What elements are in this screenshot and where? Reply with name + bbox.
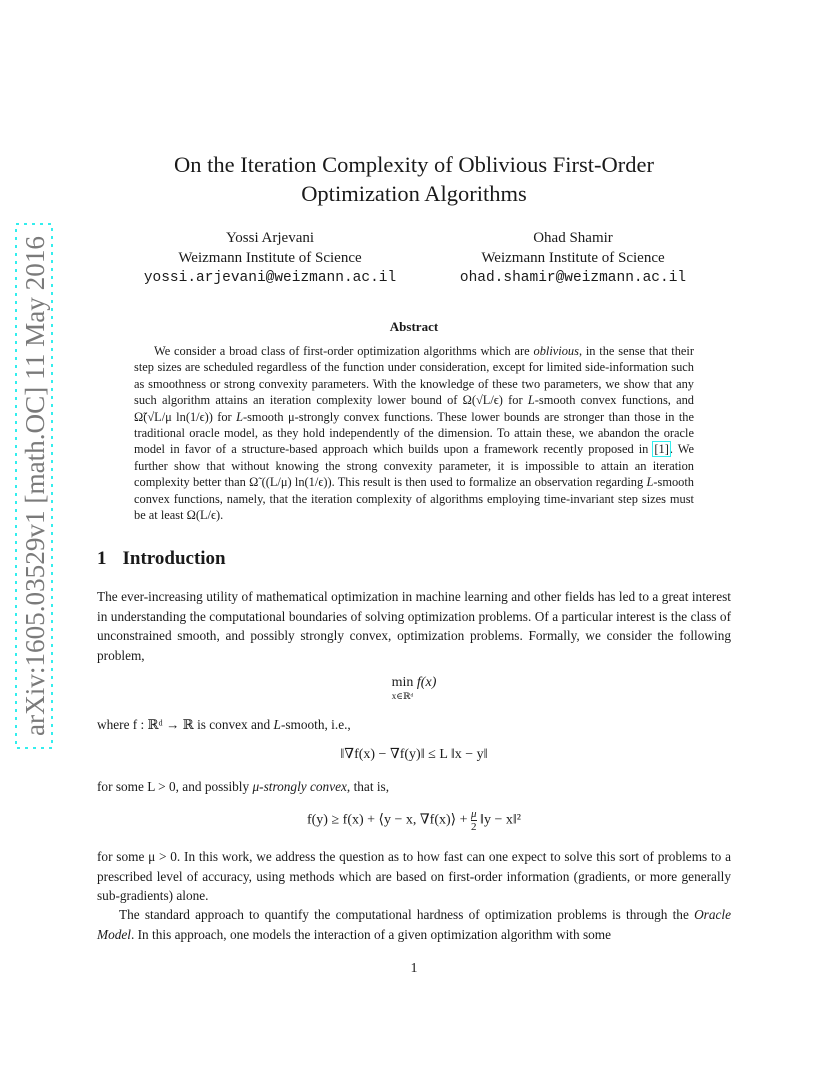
abstract-math: L bbox=[646, 475, 654, 490]
author-email[interactable]: yossi.arjevani@weizmann.ac.il bbox=[143, 270, 397, 286]
abstract-text: , in the sense that their step sizes are scheduled regardless of the function under consideration, except for limited side-information such as smoothness or strong convexity parameters. With the knowledge of these two parameters, we show that any such algorithm attains an iteration complexity lower bound of Ω(√L/ϵ) for bbox=[134, 344, 694, 408]
abstract-emphasis: oblivious bbox=[533, 344, 579, 358]
abstract-text: -smooth convex functions, namely, that the iteration complexity of algorithms employing time-invariant step sizes must be at least Ω(L/ϵ). bbox=[134, 475, 694, 523]
paragraph-text: , that is, bbox=[346, 779, 390, 794]
author-affiliation: Weizmann Institute of Science bbox=[178, 250, 362, 266]
intro-paragraph-2 bbox=[97, 715, 731, 735]
eq3-right: ‖y − x‖² bbox=[476, 812, 522, 828]
author-email[interactable]: ohad.shamir@weizmann.ac.il bbox=[459, 270, 687, 286]
citation-link[interactable]: [1] bbox=[654, 442, 669, 457]
abstract-body bbox=[134, 343, 694, 523]
paragraph-emphasis: Oracle Model bbox=[97, 907, 731, 942]
intro-paragraph-1: The ever-increasing utility of mathematical optimization in machine learning and other fields has led to a great interest in understanding the computational boundaries of solving optimization problems. Of a particular interest is the class of unconstrained smooth, and possibly strongly convex, optimization problems. Formally, we consider the following problem, bbox=[97, 589, 731, 663]
intro-paragraph-4: for some μ > 0. In this work, we address the question as to how fast can one expect to solve this sort of problems to a prescribed level of accuracy, using methods which are based on first-order information (gradients, or more generally sub-gradients) alone. bbox=[97, 849, 731, 903]
section-number: 1 bbox=[97, 548, 107, 569]
arxiv-stamp[interactable] bbox=[14, 222, 54, 750]
abstract-text: . We further show that without knowing the strong convexity parameter, it is impossible to attain an iteration complexity better than Ω̃ ((L/μ) ln(1/ϵ)). This result is then used to formalize an observation regarding bbox=[134, 442, 694, 490]
title-line-2: Optimization Algorithms bbox=[301, 181, 527, 206]
author-2 bbox=[444, 228, 702, 288]
paragraph-text: . In this approach, one models the interaction of a given optimization algorithm with some bbox=[130, 926, 612, 942]
paper-title bbox=[96, 150, 732, 208]
intro-paragraph-3 bbox=[97, 777, 731, 797]
paragraph-text: -smooth, i.e., bbox=[280, 717, 351, 732]
title-line-1: On the Iteration Complexity of Oblivious First-Order bbox=[174, 152, 654, 177]
paragraph-math: L bbox=[273, 717, 281, 732]
author-1 bbox=[126, 228, 414, 288]
abstract-text: We consider a broad class of first-order optimization algorithms which are bbox=[154, 344, 534, 358]
author-name: Yossi Arjevani bbox=[225, 230, 315, 246]
section-title: Introduction bbox=[122, 548, 226, 569]
abstract-text: -smooth convex functions, and Ω̃(√L/μ ln(1/ϵ)) for bbox=[134, 393, 695, 424]
eq1-subscript: x∈ℝᵈ bbox=[391, 691, 414, 701]
abstract-math: L bbox=[236, 409, 243, 424]
abstract-text: -smooth μ-strongly convex functions. These lower bounds are stronger than those in the traditional oracle model, as they hold independently of the dimension. To attain these, we abandon the oracle model in favor of a structure-based approach which builds upon a framework recently proposed in bbox=[134, 409, 694, 457]
eq3-numerator: μ bbox=[471, 808, 477, 820]
paragraph-text: The standard approach to quantify the computational hardness of optimization problems is through the bbox=[119, 907, 695, 922]
section-heading bbox=[97, 548, 226, 570]
abstract-heading: Abstract bbox=[389, 319, 439, 334]
equation-3 bbox=[97, 808, 731, 833]
eq1-min: min bbox=[391, 675, 414, 690]
equation-2: ‖∇f(x) − ∇f(y)‖ ≤ L ‖x − y‖ bbox=[340, 747, 488, 762]
paragraph-text: where f : ℝᵈ → ℝ is convex and bbox=[97, 717, 274, 732]
paragraph-emphasis: μ-strongly convex bbox=[252, 779, 347, 794]
paragraph-text: for some L > 0, and possibly bbox=[97, 779, 253, 794]
author-name: Ohad Shamir bbox=[533, 230, 613, 246]
arxiv-stamp-text: arXiv:1605.03529v1 [math.OC] 11 May 2016 bbox=[20, 239, 50, 736]
eq3-denominator: 2 bbox=[471, 821, 477, 833]
author-affiliation: Weizmann Institute of Science bbox=[481, 250, 665, 266]
eq3-left: f(y) ≥ f(x) + ⟨y − x, ∇f(x)⟩ + bbox=[306, 812, 472, 828]
equation-1 bbox=[97, 675, 731, 701]
page-number: 1 bbox=[410, 961, 418, 976]
eq1-body: f(x) bbox=[416, 675, 437, 690]
abstract-math: L bbox=[527, 393, 535, 408]
intro-paragraph-5 bbox=[97, 905, 731, 944]
